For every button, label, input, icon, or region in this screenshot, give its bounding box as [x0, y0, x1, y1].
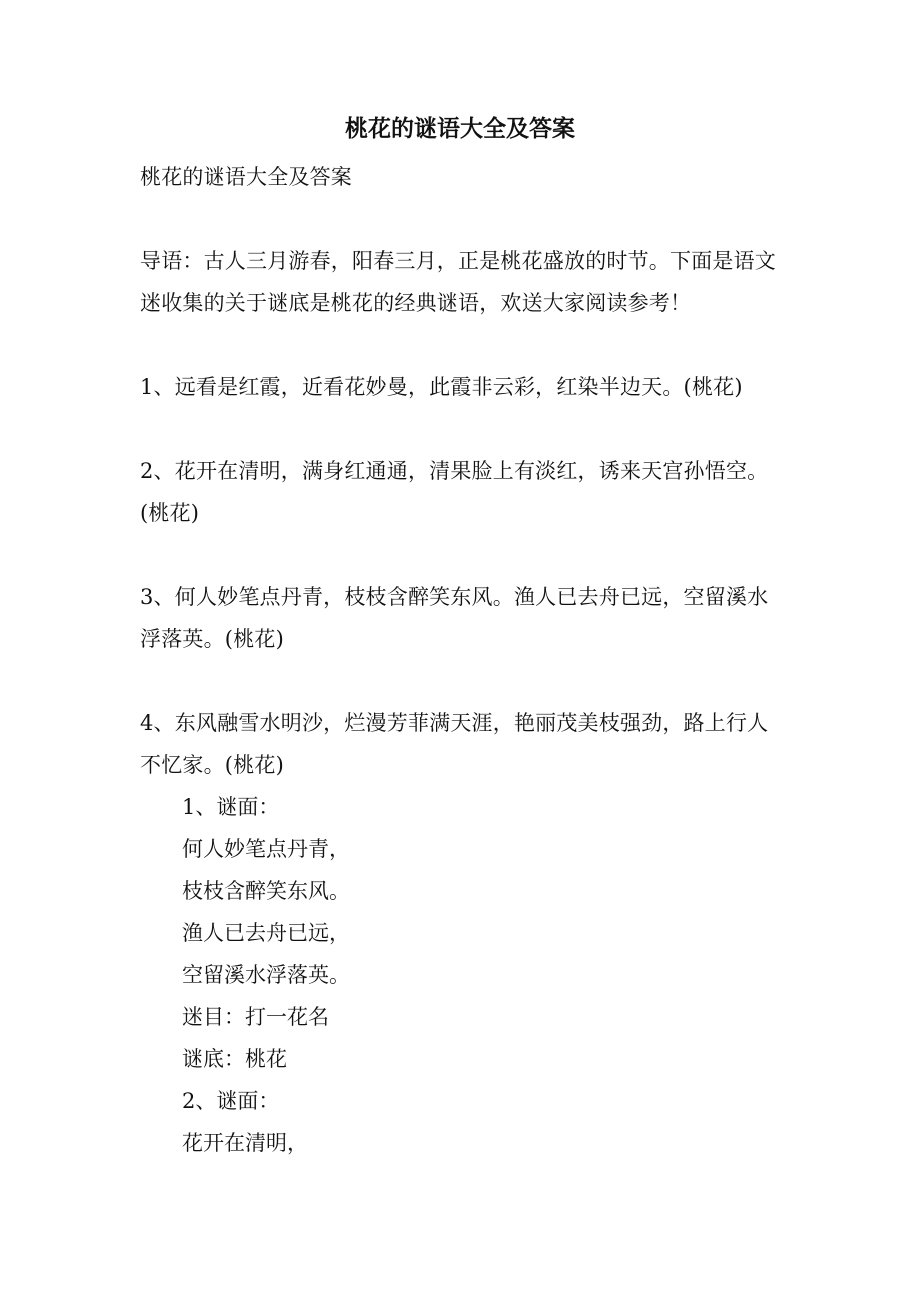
- document-body: [140, 156, 785, 1164]
- riddle-detail-list: [140, 786, 785, 1164]
- riddle-verse-line: 渔人已去舟已远，: [182, 921, 350, 945]
- riddle-verse-line: 花开在清明，: [182, 1131, 308, 1155]
- riddle-paragraph-4: 4、东风融雪水明沙，烂漫芳菲满天涯，艳丽茂美枝强劲，路上行人不忆家。(桃花): [140, 711, 769, 777]
- riddle-paragraph-3: 3、何人妙笔点丹青，枝枝含醉笑东风。渔人已去舟已远，空留溪水浮落英。(桃花): [140, 585, 769, 651]
- riddle-list-heading-2: 2、谜面：: [182, 1089, 280, 1113]
- riddle-paragraph-2: 2、花开在清明，满身红通通，清果脸上有淡红，诱来天宫孙悟空。(桃花): [140, 459, 769, 525]
- document-subtitle: 桃花的谜语大全及答案: [140, 165, 352, 189]
- riddle-target-line: 迷目：打一花名: [182, 1005, 329, 1029]
- riddle-list-heading-1: 1、谜面：: [182, 795, 280, 819]
- riddle-verse-line: 枝枝含醉笑东风。: [182, 879, 350, 903]
- riddle-verse-line: 何人妙笔点丹青，: [182, 837, 350, 861]
- riddle-answer-line: 谜底：桃花: [182, 1047, 287, 1071]
- intro-paragraph: 导语：古人三月游春，阳春三月，正是桃花盛放的时节。下面是语文迷收集的关于谜底是桃花的经典谜语，欢送大家阅读参考！: [140, 249, 776, 315]
- riddle-paragraph-1: 1、远看是红霞，近看花妙曼，此霞非云彩，红染半边天。(桃花): [140, 375, 743, 399]
- riddle-verse-line: 空留溪水浮落英。: [182, 963, 350, 987]
- document-title: 桃花的谜语大全及答案: [345, 115, 575, 142]
